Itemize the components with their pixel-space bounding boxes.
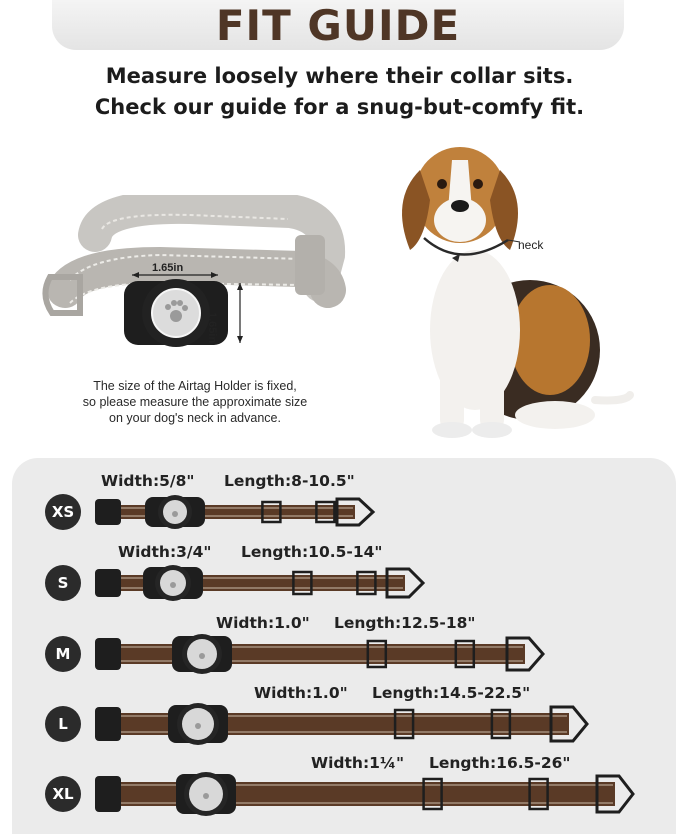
width-label: Width:1.0" [216,614,310,632]
holder-note-line-1: The size of the Airtag Holder is fixed, [93,379,297,393]
neck-label: neck [518,238,544,252]
size-label: S [57,574,69,592]
width-label: Width:1.0" [254,684,348,702]
page-title: FIT GUIDE [215,0,461,50]
length-label: Length:14.5-22.5" [372,684,531,702]
size-row-xl [0,754,679,814]
holder-height-label: 1.65in [206,312,218,344]
airtag-holder-illustration [40,195,350,375]
size-row-xs [0,472,679,532]
width-label: Width:5/8" [101,472,195,490]
size-badge-s [45,565,81,601]
size-badge-m [45,636,81,672]
width-label: Width:1¼" [311,754,405,772]
title-banner [52,0,624,50]
length-label: Length:10.5-14" [241,543,383,561]
size-label: XL [52,785,74,803]
size-badge-xl [45,776,81,812]
size-label: XS [51,503,75,521]
beagle-illustration [380,140,640,440]
size-label: L [58,715,68,733]
subtitle-line-1: Measure loosely where their collar sits. [105,64,574,88]
width-label: Width:3/4" [118,543,212,561]
subtitle-line-2: Check our guide for a snug-but-comfy fit. [94,95,585,119]
size-row-m [0,614,679,674]
length-label: Length:8-10.5" [224,472,355,490]
holder-width-label: 1.65in [152,262,184,274]
size-row-s [0,543,679,603]
size-badge-xs [45,494,81,530]
size-label: M [55,645,71,663]
size-row-l [0,684,679,744]
length-label: Length:16.5-26" [429,754,571,772]
size-badge-l [45,706,81,742]
holder-note-line-2: so please measure the approximate size [82,395,308,409]
length-label: Length:12.5-18" [334,614,476,632]
holder-note-line-3: on your dog's neck in advance. [109,411,281,425]
